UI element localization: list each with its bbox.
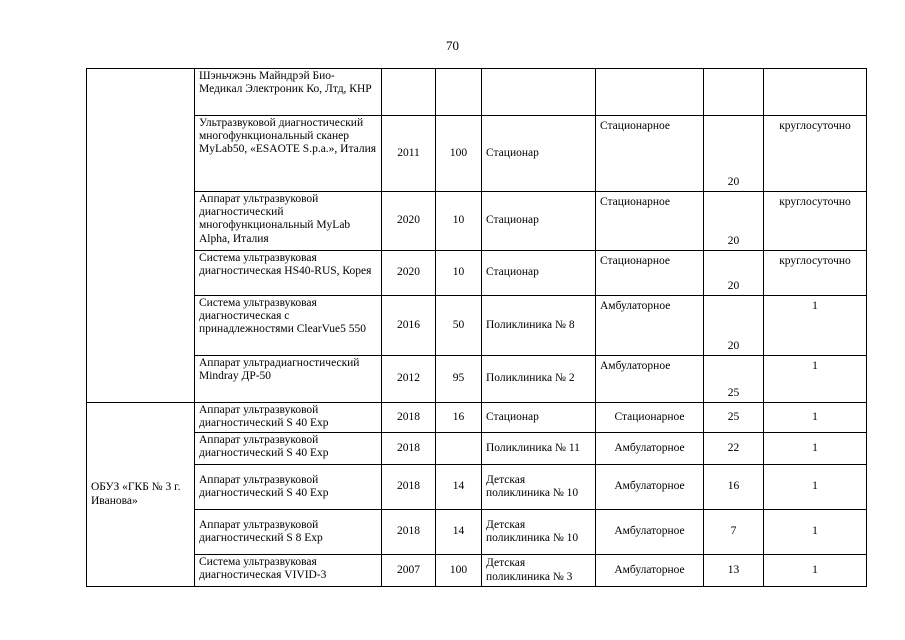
table-row	[87, 251, 867, 296]
care-type-cell: Амбулаторное	[596, 356, 704, 403]
count-cell: 20	[704, 251, 764, 296]
table-row	[87, 510, 867, 555]
care-type-cell: Амбулаторное	[596, 296, 704, 356]
wear-cell: 10	[436, 192, 482, 251]
mode-cell: круглосуточно	[764, 251, 867, 296]
equipment-name-cell: Аппарат ультразвуковой диагностический S 40 Exp	[195, 465, 382, 510]
mode-cell: круглосуточно	[764, 116, 867, 192]
year-cell: 2011	[382, 116, 436, 192]
count-cell	[704, 69, 764, 116]
equipment-name-cell: Система ультразвуковая диагностическая VIVID-3	[195, 555, 382, 587]
location-cell: Поликлиника № 8	[482, 296, 596, 356]
location-cell: Детская поликлиника № 3	[482, 555, 596, 587]
equipment-name-cell: Аппарат ультразвуковой диагностический многофункциональный MyLab Alpha, Италия	[195, 192, 382, 251]
location-cell: Стационар	[482, 192, 596, 251]
location-cell: Поликлиника № 2	[482, 356, 596, 403]
count-cell: 22	[704, 433, 764, 465]
count-cell: 20	[704, 296, 764, 356]
table-row	[87, 192, 867, 251]
care-type-cell: Стационарное	[596, 403, 704, 433]
wear-cell	[436, 69, 482, 116]
care-type-cell: Амбулаторное	[596, 510, 704, 555]
mode-cell: 1	[764, 403, 867, 433]
year-cell: 2020	[382, 192, 436, 251]
care-type-cell: Амбулаторное	[596, 433, 704, 465]
care-type-cell: Амбулаторное	[596, 555, 704, 587]
equipment-name-cell: Аппарат ультразвуковой диагностический S 8 Exp	[195, 510, 382, 555]
table-row	[87, 296, 867, 356]
care-type-cell: Амбулаторное	[596, 465, 704, 510]
year-cell: 2018	[382, 403, 436, 433]
year-cell: 2007	[382, 555, 436, 587]
location-cell: Детская поликлиника № 10	[482, 510, 596, 555]
wear-cell: 14	[436, 465, 482, 510]
year-cell: 2012	[382, 356, 436, 403]
year-cell: 2020	[382, 251, 436, 296]
mode-cell: 1	[764, 555, 867, 587]
equipment-name-cell: Аппарат ультразвуковой диагностический S 40 Exp	[195, 403, 382, 433]
count-cell: 20	[704, 192, 764, 251]
year-cell: 2018	[382, 465, 436, 510]
wear-cell: 100	[436, 116, 482, 192]
equipment-table	[86, 68, 867, 587]
table-row	[87, 403, 867, 433]
wear-cell: 100	[436, 555, 482, 587]
care-type-cell: Стационарное	[596, 251, 704, 296]
year-cell	[382, 69, 436, 116]
count-cell: 13	[704, 555, 764, 587]
count-cell: 25	[704, 356, 764, 403]
count-cell: 20	[704, 116, 764, 192]
table-row	[87, 69, 867, 116]
care-type-cell	[596, 69, 704, 116]
care-type-cell: Стационарное	[596, 192, 704, 251]
wear-cell: 50	[436, 296, 482, 356]
year-cell: 2018	[382, 433, 436, 465]
wear-cell: 16	[436, 403, 482, 433]
table-row	[87, 356, 867, 403]
page-number: 70	[446, 38, 459, 53]
table-row	[87, 555, 867, 587]
count-cell: 16	[704, 465, 764, 510]
table-row	[87, 465, 867, 510]
equipment-name-cell: Аппарат ультразвуковой диагностический S 40 Exp	[195, 433, 382, 465]
location-cell	[482, 69, 596, 116]
care-type-cell: Стационарное	[596, 116, 704, 192]
count-cell: 7	[704, 510, 764, 555]
organization-cell-2: ОБУЗ «ГКБ № 3 г. Иванова»	[87, 403, 195, 587]
mode-cell: 1	[764, 510, 867, 555]
wear-cell: 95	[436, 356, 482, 403]
location-cell: Стационар	[482, 403, 596, 433]
count-cell: 25	[704, 403, 764, 433]
wear-cell: 10	[436, 251, 482, 296]
location-cell: Детская поликлиника № 10	[482, 465, 596, 510]
mode-cell: круглосуточно	[764, 192, 867, 251]
table-row	[87, 116, 867, 192]
organization-cell-1	[87, 69, 195, 403]
mode-cell: 1	[764, 465, 867, 510]
equipment-name-cell: Шэньчжэнь Майндрэй Био-Медикал Электроник Ко, Лтд, КНР	[195, 69, 382, 116]
year-cell: 2016	[382, 296, 436, 356]
equipment-name-cell: Система ультразвуковая диагностическая HS40-RUS, Корея	[195, 251, 382, 296]
mode-cell: 1	[764, 296, 867, 356]
mode-cell: 1	[764, 356, 867, 403]
location-cell: Стационар	[482, 251, 596, 296]
location-cell: Стационар	[482, 116, 596, 192]
equipment-name-cell: Система ультразвуковая диагностическая с принадлежностями ClearVue5 550	[195, 296, 382, 356]
wear-cell: 14	[436, 510, 482, 555]
location-cell: Поликлиника № 11	[482, 433, 596, 465]
wear-cell	[436, 433, 482, 465]
table-row	[87, 433, 867, 465]
equipment-name-cell: Ультразвуковой диагностический многофункциональный сканер MyLab50, «ESAOTE S.p.a.», Италия	[195, 116, 382, 192]
mode-cell	[764, 69, 867, 116]
year-cell: 2018	[382, 510, 436, 555]
equipment-name-cell: Аппарат ультрадиагностический Mindray ДР-50	[195, 356, 382, 403]
mode-cell: 1	[764, 433, 867, 465]
